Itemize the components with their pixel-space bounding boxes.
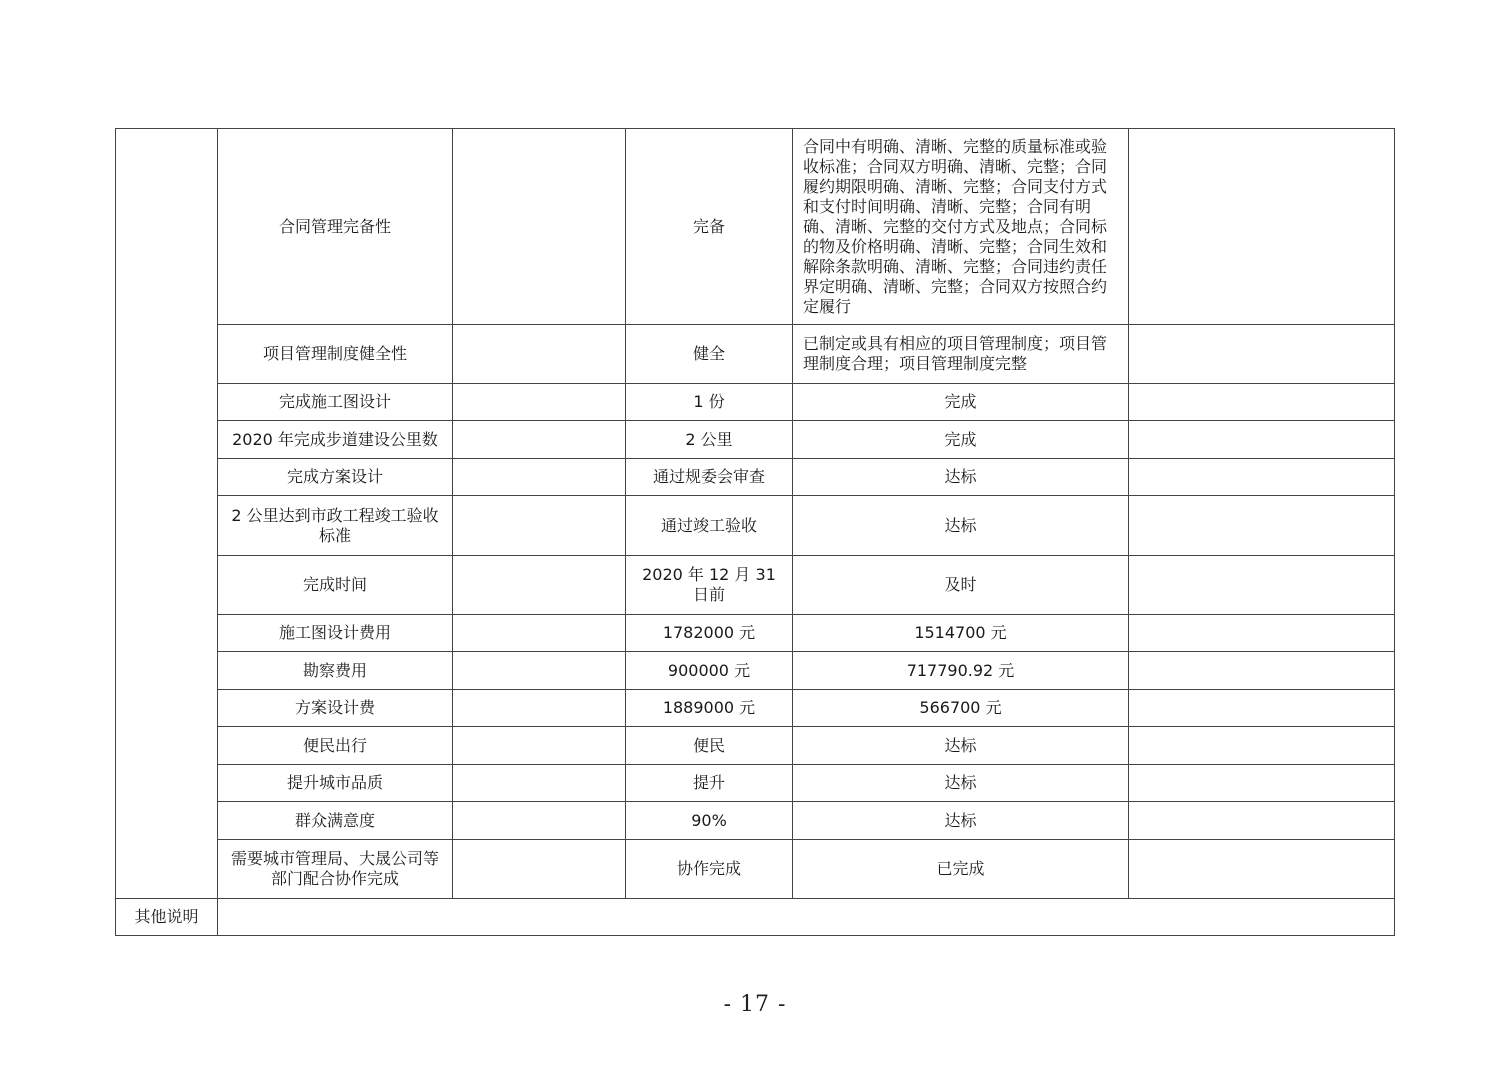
planned-cell: 健全 [626,325,793,384]
indicator-cell: 勘察费用 [218,652,453,690]
target-cell [453,840,626,899]
target-cell [453,556,626,615]
remark-cell [1129,325,1395,384]
remark-cell [1129,840,1395,899]
indicator-cell: 完成施工图设计 [218,384,453,421]
planned-cell: 1782000 元 [626,615,793,652]
indicator-cell: 完成方案设计 [218,459,453,496]
planned-cell: 1889000 元 [626,690,793,727]
table-row [116,129,1395,325]
table-row [116,325,1395,384]
remark-cell [1129,652,1395,690]
target-cell [453,129,626,325]
table-row [116,384,1395,421]
table-row [116,802,1395,840]
target-cell [453,690,626,727]
planned-cell: 2 公里 [626,421,793,459]
target-cell [453,421,626,459]
table-row [116,556,1395,615]
remark-cell [1129,690,1395,727]
target-cell [453,496,626,556]
actual-cell: 达标 [793,727,1129,765]
indicator-cell: 便民出行 [218,727,453,765]
actual-cell: 达标 [793,496,1129,556]
planned-cell: 2020 年 12 月 31 日前 [626,556,793,615]
target-cell [453,802,626,840]
planned-cell: 通过竣工验收 [626,496,793,556]
other-notes-label: 其他说明 [116,899,218,936]
indicator-cell: 合同管理完备性 [218,129,453,325]
table-row [116,765,1395,802]
actual-cell: 及时 [793,556,1129,615]
target-cell [453,727,626,765]
target-cell [453,652,626,690]
actual-cell: 1514700 元 [793,615,1129,652]
actual-cell: 完成 [793,421,1129,459]
actual-cell: 达标 [793,765,1129,802]
indicator-cell: 施工图设计费用 [218,615,453,652]
actual-cell: 达标 [793,802,1129,840]
indicator-cell: 项目管理制度健全性 [218,325,453,384]
planned-cell: 90% [626,802,793,840]
planned-cell: 便民 [626,727,793,765]
indicator-cell: 方案设计费 [218,690,453,727]
actual-cell: 完成 [793,384,1129,421]
target-cell [453,765,626,802]
actual-cell: 已完成 [793,840,1129,899]
planned-cell: 1 份 [626,384,793,421]
performance-indicator-table [115,128,1395,936]
remark-cell [1129,496,1395,556]
target-cell [453,384,626,421]
table-row [116,727,1395,765]
planned-cell: 通过规委会审查 [626,459,793,496]
table-row [116,615,1395,652]
table-row [116,459,1395,496]
page-number: - 17 - [723,992,787,1017]
target-cell [453,325,626,384]
indicator-cell: 群众满意度 [218,802,453,840]
remark-cell [1129,765,1395,802]
planned-cell: 提升 [626,765,793,802]
other-notes-value [218,899,1395,936]
category-cell [116,129,218,899]
actual-cell: 566700 元 [793,690,1129,727]
table-row [116,421,1395,459]
remark-cell [1129,459,1395,496]
remark-cell [1129,556,1395,615]
target-cell [453,459,626,496]
remark-cell [1129,421,1395,459]
remark-cell [1129,727,1395,765]
actual-cell: 已制定或具有相应的项目管理制度；项目管理制度合理；项目管理制度完整 [793,325,1129,384]
table-row [116,652,1395,690]
table-row [116,690,1395,727]
planned-cell: 900000 元 [626,652,793,690]
indicator-cell: 2 公里达到市政工程竣工验收标准 [218,496,453,556]
indicator-cell: 需要城市管理局、大晟公司等部门配合协作完成 [218,840,453,899]
remark-cell [1129,384,1395,421]
indicator-cell: 完成时间 [218,556,453,615]
indicator-cell: 提升城市品质 [218,765,453,802]
remark-cell [1129,615,1395,652]
indicator-cell: 2020 年完成步道建设公里数 [218,421,453,459]
table-row [116,840,1395,899]
actual-cell: 达标 [793,459,1129,496]
remark-cell [1129,129,1395,325]
other-notes-row [116,899,1395,936]
planned-cell: 协作完成 [626,840,793,899]
target-cell [453,615,626,652]
actual-cell: 合同中有明确、清晰、完整的质量标准或验收标准；合同双方明确、清晰、完整；合同履约期限明确、清晰、完整；合同支付方式和支付时间明确、清晰、完整；合同有明确、清晰、完整的交付方式及地点；合同标的物及价格明确、清晰、完整；合同生效和解除条款明确、清晰、完整；合同违约责任界定明确、清晰、完整；合同双方按照合约定履行 [793,129,1129,325]
actual-cell: 717790.92 元 [793,652,1129,690]
table-row [116,496,1395,556]
planned-cell: 完备 [626,129,793,325]
remark-cell [1129,802,1395,840]
